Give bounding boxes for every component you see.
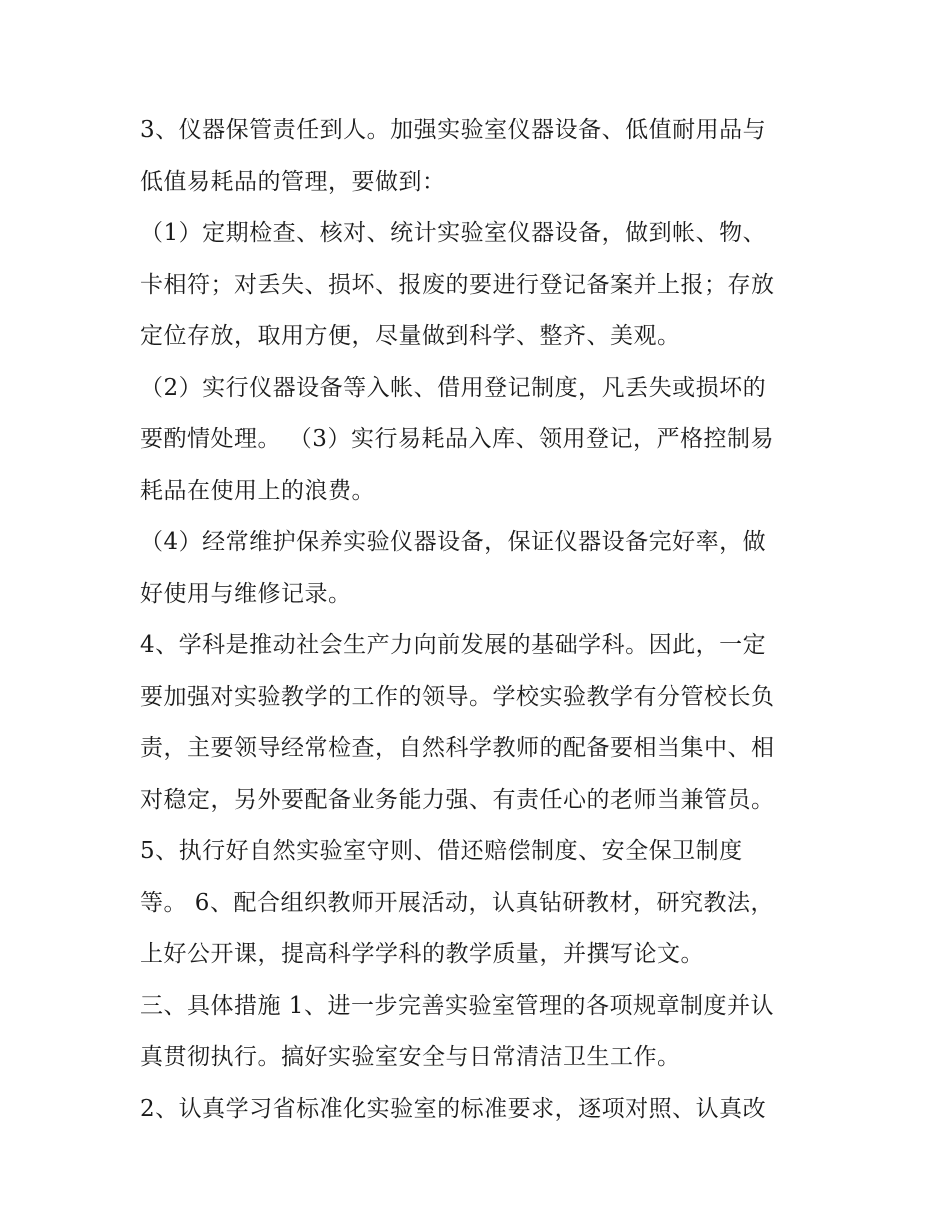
text-line: 真贯彻执行。搞好实验室安全与日常清洁卫生工作。 [140, 1044, 681, 1070]
text-line: 等。 6、配合组织教师开展活动，认真钻研教材，研究教法， [140, 889, 774, 916]
text-line: 2、认真学习省标准化实验室的标准要求，逐项对照、认真改 [140, 1095, 767, 1122]
text-line: （4）经常维护保养实验仪器设备，保证仪器设备完好率，做 [140, 529, 767, 555]
text-line: 好使用与维修记录。 [140, 580, 352, 607]
text-line: 定位存放，取用方便，尽量做到科学、整齐、美观。 [140, 323, 681, 349]
text-line: 低值易耗品的管理，要做到： [140, 168, 446, 195]
text-line: 责，主要领导经常检查，自然科学教师的配备要相当集中、相 [140, 735, 775, 761]
text-line: 上好公开课，提高科学学科的教学质量，并撰写论文。 [140, 941, 704, 967]
text-line: 5、执行好自然实验室守则、借还赔偿制度、安全保卫制度 [140, 838, 743, 864]
text-line: 要酌情处理。 （3）实行易耗品入库、领用登记，严格控制易 [140, 426, 774, 452]
text-line: 卡相符；对丢失、损坏、报废的要进行登记备案并上报；存放 [140, 271, 775, 298]
text-line: （2）实行仪器设备等入帐、借用登记制度，凡丢失或损坏的 [140, 374, 767, 401]
text-line: 要加强对实验教学的工作的领导。学校实验教学有分管校长负 [140, 683, 775, 710]
text-line: 耗品在使用上的浪费。 [140, 477, 375, 504]
text-line: 对稳定，另外要配备业务能力强、有责任心的老师当兼管员。 [140, 786, 775, 813]
text-line: （1）定期检查、核对、统计实验室仪器设备，做到帐、物、 [140, 220, 767, 246]
document-body [140, 108, 820, 1138]
text-line: 三、具体措施 1、进一步完善实验室管理的各项规章制度并认 [140, 992, 774, 1019]
text-line: 3、仪器保管责任到人。加强实验室仪器设备、低值耐用品与 [140, 117, 767, 143]
text-line: 4、学科是推动社会生产力向前发展的基础学科。因此，一定 [140, 632, 767, 658]
